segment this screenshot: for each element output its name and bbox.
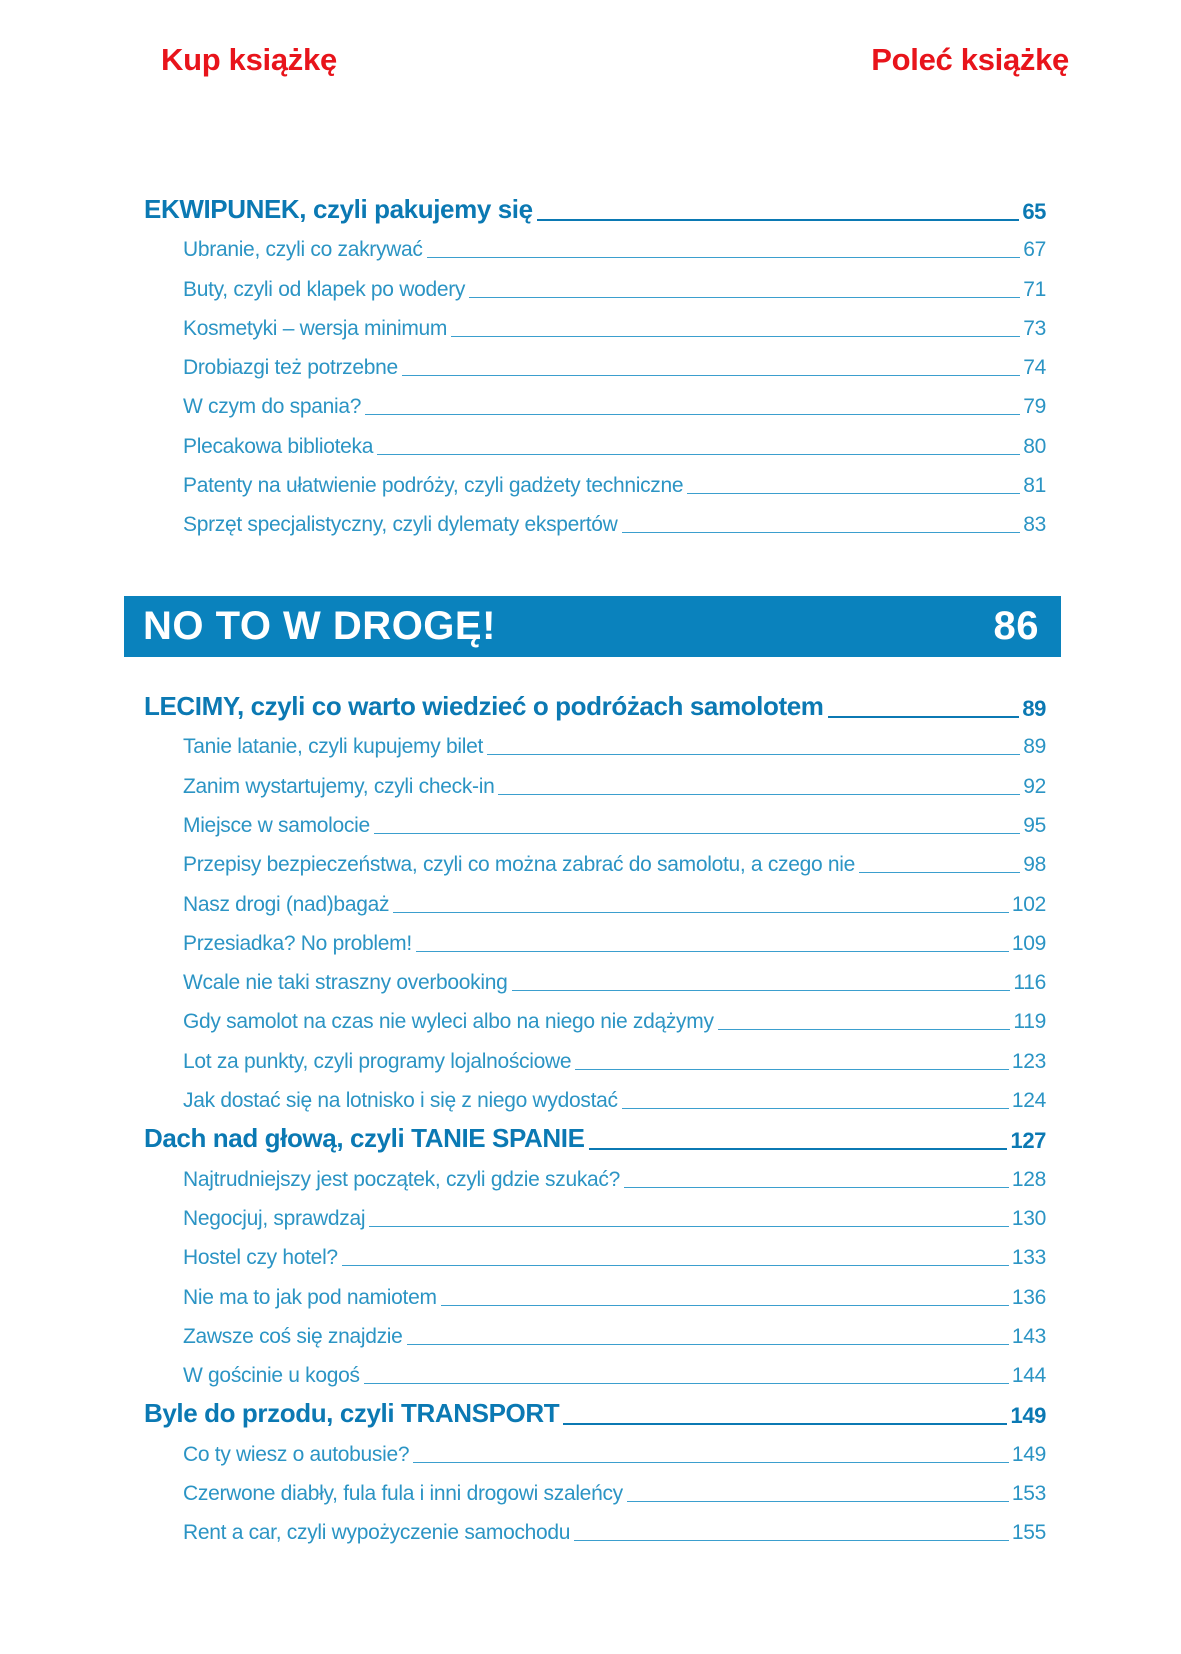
toc-entry-title: Nie ma to jak pod namiotem [183,1285,437,1309]
toc-leader-line [622,1108,1009,1109]
toc-subentry [183,881,1046,917]
toc-page-number: 130 [1011,1206,1046,1230]
toc-subentry [183,763,1046,799]
toc-entry-title: Zanim wystartujemy, czyli check-in [183,774,495,798]
recommend-book-link[interactable]: Poleć książkę [871,42,1069,77]
toc-leader-line [487,754,1020,755]
toc-entry-title: Przepisy bezpieczeństwa, czyli co można zabrać do samolotu, a czego nie [183,853,856,877]
toc-page-number: 81 [1023,473,1046,497]
toc-entry-title: Wcale nie taki straszny overbooking [183,971,508,995]
toc-page-number: 89 [1022,696,1046,721]
toc-subentry [183,1352,1046,1388]
toc-subentry [183,920,1046,956]
toc-page-number: 109 [1011,931,1046,955]
toc-entry-title: Drobiazgi też potrzebne [183,356,398,379]
toc-leader-line [512,990,1011,991]
toc-entry-title: LECIMY, czyli co warto wiedzieć o podróżach samolotem [144,691,824,721]
toc-leader-line [718,1029,1011,1030]
toc-page-number: 119 [1013,1010,1046,1034]
part-page-number: 86 [993,604,1039,648]
toc-leader-line [427,257,1021,258]
toc-page-number: 143 [1011,1324,1046,1348]
toc-chapter-entry [144,185,1046,225]
toc-leader-line [416,951,1009,952]
toc-entry-title: Gdy samolot na czas nie wyleci albo na niego nie zdążymy [183,1010,714,1034]
toc-leader-line [407,1344,1009,1345]
part-title: NO TO W DROGĘ! [143,604,496,648]
toc-entry-title: Buty, czyli od klapek po wodery [183,277,466,301]
toc-leader-line [393,912,1009,913]
toc-entry-title: Co ty wiesz o autobusie? [183,1442,410,1466]
toc-subentry [183,501,1046,537]
toc-subentry [183,344,1046,380]
toc-entry-title: Miejsce w samolocie [183,813,370,837]
toc-subentry [183,802,1046,838]
toc-page-number: 92 [1023,774,1046,798]
toc-entry-title: Dach nad głową, czyli TANIE SPANIE [144,1123,585,1154]
buy-book-link[interactable]: Kup książkę [161,42,337,77]
toc-subentry [183,305,1046,341]
toc-entry-title: Tanie latanie, czyli kupujemy bilet [183,735,483,759]
toc-page-number: 89 [1023,735,1046,759]
toc-entry-title: Negocjuj, sprawdzaj [183,1206,366,1230]
toc-page-number: 116 [1013,971,1046,995]
toc-page-number: 71 [1023,277,1046,301]
toc-page-number: 123 [1011,1049,1046,1073]
toc-page-number: 136 [1011,1285,1046,1309]
toc-entry-title: Rent a car, czyli wypożyczenie samochodu [183,1521,571,1545]
toc-page-number: 83 [1023,513,1046,536]
toc-subentry [183,1431,1046,1467]
toc-subentry [183,1509,1046,1545]
toc-page-number: 65 [1022,199,1046,224]
toc-page-number: 74 [1023,356,1046,379]
toc-subentry [183,841,1046,877]
toc-entry-title: Przesiadka? No problem! [183,931,412,955]
toc-entry-title: Hostel czy hotel? [183,1246,338,1270]
toc-chapter-entry [144,1389,1046,1429]
part-banner [124,596,1061,657]
toc-leader-line [413,1462,1009,1463]
toc-leader-line [859,872,1020,873]
toc-leader-line [828,716,1020,718]
toc-page-number: 133 [1011,1246,1046,1270]
toc-entry-title: Byle do przodu, czyli TRANSPORT [144,1398,560,1429]
toc-chapter-entry [144,682,1046,722]
toc-entry-title: Nasz drogi (nad)bagaż [183,892,390,916]
toc-leader-line [687,493,1020,494]
toc-page-number: 79 [1023,395,1046,419]
toc-leader-line [365,414,1020,415]
toc-subentry [183,723,1046,759]
toc-entry-title: EKWIPUNEK, czyli pakujemy się [144,194,533,224]
toc-subentry [183,959,1046,995]
toc-page-number: 67 [1023,238,1046,262]
toc-entry-title: W czym do spania? [183,395,362,419]
toc-leader-line [589,1148,1008,1150]
toc-leader-line [342,1265,1009,1266]
toc-page-number: 149 [1010,1403,1046,1429]
toc-page-number: 80 [1023,434,1046,458]
toc-leader-line [377,454,1020,455]
toc-subentry [183,1038,1046,1074]
toc-entry-title: Najtrudniejszy jest początek, czyli gdzie szukać? [183,1167,620,1191]
toc-leader-line [402,375,1020,376]
toc-entry-title: Zawsze coś się znajdzie [183,1324,403,1348]
toc-leader-line [563,1423,1007,1425]
toc-page-number: 73 [1023,316,1046,340]
toc-entry-title: Plecakowa biblioteka [183,434,374,458]
toc-entry-title: Lot za punkty, czyli programy lojalnościowe [183,1049,572,1073]
toc-leader-line [441,1305,1009,1306]
toc-entry-title: Kosmetyki – wersja minimum [183,316,448,340]
toc-subentry [183,462,1046,498]
toc-entry-title: Jak dostać się na lotnisko i się z niego wydostać [183,1089,618,1112]
toc-subentry [183,1234,1046,1270]
toc-subentry [183,266,1046,302]
toc-leader-line [374,833,1020,834]
toc-subentry [183,1156,1046,1192]
toc-entry-title: Patenty na ułatwienie podróży, czyli gadżety techniczne [183,473,684,497]
toc-page-number: 95 [1023,813,1046,837]
toc-page-number: 128 [1011,1167,1046,1191]
toc-subentry [183,1313,1046,1349]
toc-subentry [183,1274,1046,1310]
toc-page-number: 124 [1011,1089,1046,1112]
toc-leader-line [364,1383,1009,1384]
toc-page-number: 98 [1023,853,1046,877]
toc-page-number: 155 [1011,1521,1046,1545]
toc-page-number: 149 [1011,1442,1046,1466]
toc-chapter-entry [144,1114,1046,1154]
toc-subentry [183,1077,1046,1113]
toc-entry-title: Czerwone diabły, fula fula i inni drogowi szaleńcy [183,1482,623,1505]
toc-entry-title: W gościnie u kogoś [183,1364,360,1388]
toc-leader-line [627,1501,1009,1502]
toc-entry-title: Ubranie, czyli co zakrywać [183,238,423,262]
toc-subentry [183,1195,1046,1231]
toc-leader-line [575,1069,1009,1070]
toc-page-number: 153 [1011,1482,1046,1505]
toc-subentry [183,423,1046,459]
toc-leader-line [369,1226,1009,1227]
toc-page-number: 102 [1011,892,1046,916]
toc-leader-line [451,336,1020,337]
toc-subentry [183,1470,1046,1506]
toc-subentry [183,226,1046,262]
toc-subentry [183,998,1046,1034]
toc-entry-title: Sprzęt specjalistyczny, czyli dylematy ekspertów [183,513,618,536]
toc-page-number: 144 [1011,1364,1046,1388]
toc-leader-line [622,532,1021,533]
toc-page-number: 127 [1010,1128,1046,1154]
toc-subentry [183,383,1046,419]
toc-leader-line [498,794,1020,795]
toc-leader-line [574,1540,1009,1541]
toc-leader-line [469,297,1020,298]
toc-leader-line [537,219,1020,221]
toc-leader-line [624,1187,1009,1188]
